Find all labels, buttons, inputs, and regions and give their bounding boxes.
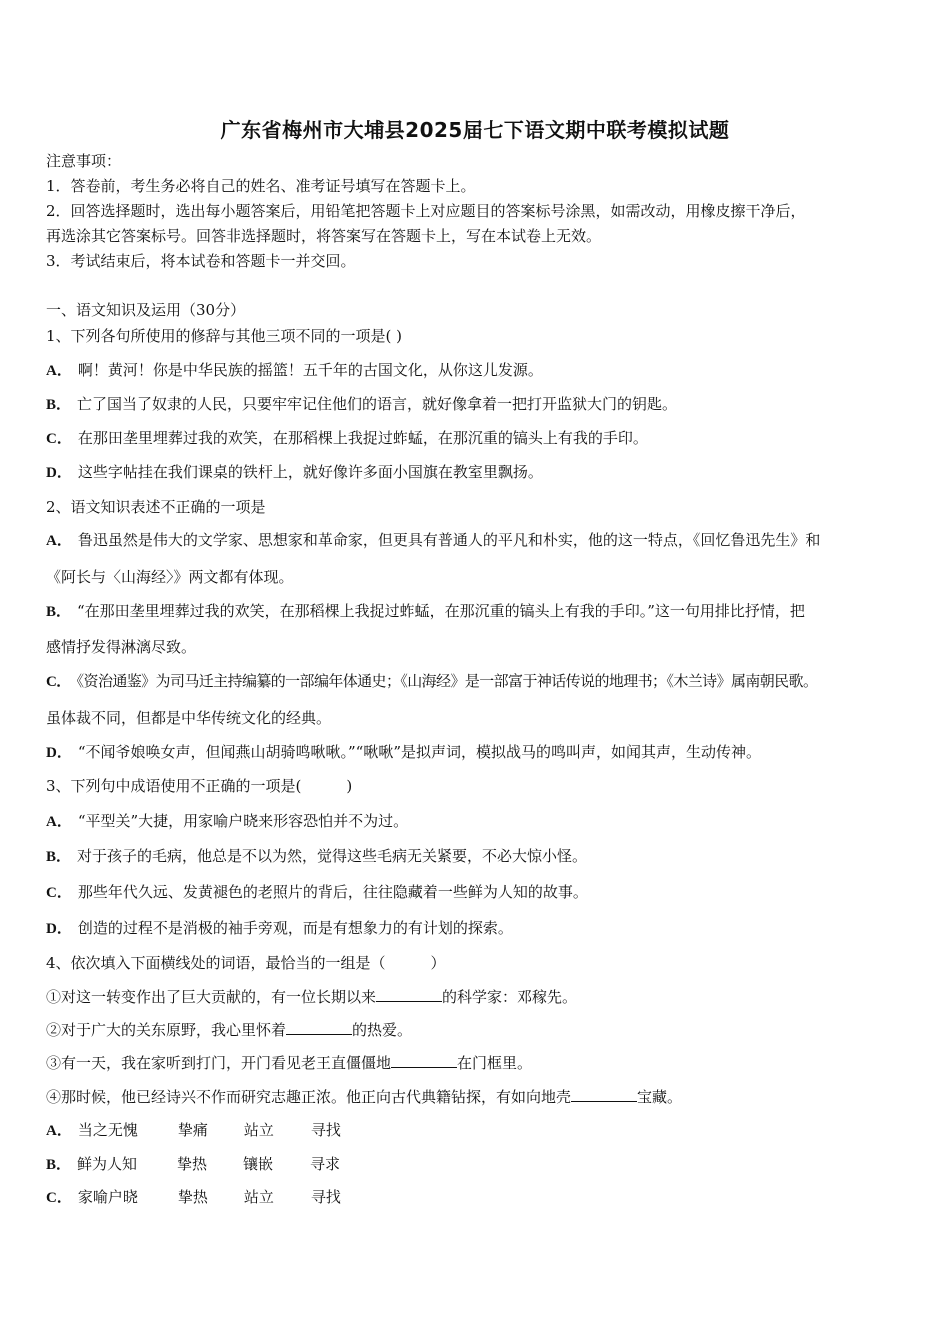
option-text: “在那田垄里埋葬过我的欢笑，在那稻棵上我捉过蚱蜢，在那沉重的镐头上有我的手印。”这一句用排比抒情，把 xyxy=(77,602,805,620)
question-4-sentence-2 xyxy=(46,1020,412,1040)
option-letter: B． xyxy=(46,1157,72,1173)
option-word: 挚热 xyxy=(177,1188,208,1206)
option-letter: D． xyxy=(46,921,72,937)
option-word: 镶嵌 xyxy=(243,1155,274,1173)
question-1-option-c xyxy=(46,428,648,449)
question-4-sentence-4 xyxy=(46,1087,682,1107)
option-letter: C． xyxy=(46,674,71,690)
option-letter: D． xyxy=(46,745,72,761)
sentence-text: ④那时候，他已经诗兴不作而研究志趣正浓。他正向古代典籍钻探，有如向地壳 xyxy=(46,1088,572,1106)
question-3-option-b xyxy=(46,846,587,867)
option-text: 对于孩子的毛病，他总是不以为然，觉得这些毛病无关紧要，不必大惊小怪。 xyxy=(77,847,588,865)
question-4-sentence-3 xyxy=(46,1053,532,1073)
fill-blank xyxy=(391,1053,457,1068)
option-letter: C． xyxy=(46,1190,72,1206)
question-4-stem: 4、依次填入下面横线处的词语，最恰当的一组是（ ） xyxy=(46,954,446,972)
option-letter: B． xyxy=(46,397,72,413)
sentence-text: ③有一天，我在家听到打门，开门看见老王直僵僵地 xyxy=(46,1054,392,1072)
notice-item: 2．回答选择题时，选出每小题答案后，用铅笔把答题卡上对应题目的答案标号涂黑，如需改动，用橡皮擦干净后， xyxy=(46,202,806,220)
sentence-text: 的科学家：邓稼先。 xyxy=(442,988,578,1006)
option-text: 啊！黄河！你是中华民族的摇篮！五千年的古国文化，从你这儿发源。 xyxy=(77,361,543,379)
sentence-text: 的热爱。 xyxy=(352,1021,413,1039)
question-1-option-a xyxy=(46,360,543,381)
option-word: 鲜为人知 xyxy=(77,1155,138,1173)
option-letter: A． xyxy=(46,533,72,549)
question-3-stem: 3、下列句中成语使用不正确的一项是( ) xyxy=(46,777,353,795)
question-2-option-c xyxy=(46,671,817,692)
question-1-option-d xyxy=(46,462,543,483)
option-word: 寻找 xyxy=(310,1121,341,1139)
option-text: 创造的过程不是消极的袖手旁观，而是有想象力的有计划的探索。 xyxy=(77,919,513,937)
option-word: 家喻户晓 xyxy=(77,1188,138,1206)
question-4-option-a xyxy=(46,1120,371,1141)
section-heading: 一、语文知识及运用（30分） xyxy=(46,301,246,319)
question-4-option-c xyxy=(46,1187,371,1208)
notice-heading: 注意事项： xyxy=(46,152,122,170)
sentence-text: ①对这一转变作出了巨大贡献的，有一位长期以来 xyxy=(46,988,377,1006)
option-letter: D． xyxy=(46,465,72,481)
option-letter: A． xyxy=(46,814,72,830)
page-title: 广东省梅州市大埔县2025届七下语文期中联考模拟试题 xyxy=(220,118,730,142)
sentence-text: 宝藏。 xyxy=(637,1088,683,1106)
option-word: 站立 xyxy=(243,1188,274,1206)
option-letter: B． xyxy=(46,604,72,620)
question-2-option-b-cont: 感情抒发得淋漓尽致。 xyxy=(46,638,197,656)
option-word: 站立 xyxy=(243,1121,274,1139)
option-letter: C． xyxy=(46,885,72,901)
notice-item: 1．答卷前，考生务必将自己的姓名、准考证号填写在答题卡上。 xyxy=(46,177,476,195)
option-text: 在那田垄里埋葬过我的欢笑，在那稻棵上我捉过蚱蜢，在那沉重的镐头上有我的手印。 xyxy=(77,429,648,447)
option-text: 亡了国当了奴隶的人民，只要牢牢记住他们的语言，就好像拿着一把打开监狱大门的钥匙。 xyxy=(77,395,678,413)
question-2-option-b xyxy=(46,601,805,622)
option-word: 挚热 xyxy=(177,1155,208,1173)
fill-blank xyxy=(286,1020,352,1035)
question-2-option-a-cont: 《阿长与〈山海经〉》两文都有体现。 xyxy=(46,568,294,586)
option-word: 挚痛 xyxy=(177,1121,208,1139)
option-word: 寻找 xyxy=(310,1188,341,1206)
option-text: “不闻爷娘唤女声，但闻燕山胡骑鸣啾啾。”“啾啾”是拟声词，模拟战马的鸣叫声，如闻其声，生动传神。 xyxy=(77,743,762,761)
option-letter: C． xyxy=(46,431,72,447)
question-4-sentence-1 xyxy=(46,987,577,1007)
fill-blank xyxy=(376,987,442,1002)
question-1-stem: 1、下列各句所使用的修辞与其他三项不同的一项是( ) xyxy=(46,327,403,345)
sentence-text: ②对于广大的关东原野，我心里怀着 xyxy=(46,1021,287,1039)
option-letter: B． xyxy=(46,849,72,865)
option-text: 这些字帖挂在我们课桌的铁杆上，就好像许多面小国旗在教室里飘扬。 xyxy=(77,463,543,481)
option-text: 那些年代久远、发黄褪色的老照片的背后，往往隐藏着一些鲜为人知的故事。 xyxy=(77,883,588,901)
fill-blank xyxy=(571,1087,637,1102)
notice-item: 再选涂其它答案标号。回答非选择题时，将答案写在答题卡上，写在本试卷上无效。 xyxy=(46,227,602,245)
question-2-option-d xyxy=(46,742,761,763)
option-word: 寻求 xyxy=(310,1155,341,1173)
question-2-stem: 2、语文知识表述不正确的一项是 xyxy=(46,498,266,516)
option-word: 当之无愧 xyxy=(77,1121,138,1139)
sentence-text: 在门框里。 xyxy=(457,1054,533,1072)
question-4-option-b xyxy=(46,1154,370,1175)
option-letter: A． xyxy=(46,1123,72,1139)
option-letter: A． xyxy=(46,363,72,379)
question-3-option-c xyxy=(46,882,588,903)
option-text: 鲁迅虽然是伟大的文学家、思想家和革命家，但更具有普通人的平凡和朴实，他的这一特点，《回忆鲁迅先生》和 xyxy=(77,531,821,549)
notice-item: 3．考试结束后，将本试卷和答题卡一并交回。 xyxy=(46,252,356,270)
question-3-option-d xyxy=(46,918,513,939)
option-text: 《资治通鉴》为司马迁主持编纂的一部编年体通史；《山海经》是一部富于神话传说的地理书；《木兰诗》属南朝民歌。 xyxy=(76,672,818,690)
question-2-option-a xyxy=(46,530,820,551)
question-2-option-c-cont: 虽体裁不同，但都是中华传统文化的经典。 xyxy=(46,709,332,727)
option-text: “平型关”大捷，用家喻户晓来形容恐怕并不为过。 xyxy=(77,812,409,830)
question-1-option-b xyxy=(46,394,677,415)
question-3-option-a xyxy=(46,811,408,832)
